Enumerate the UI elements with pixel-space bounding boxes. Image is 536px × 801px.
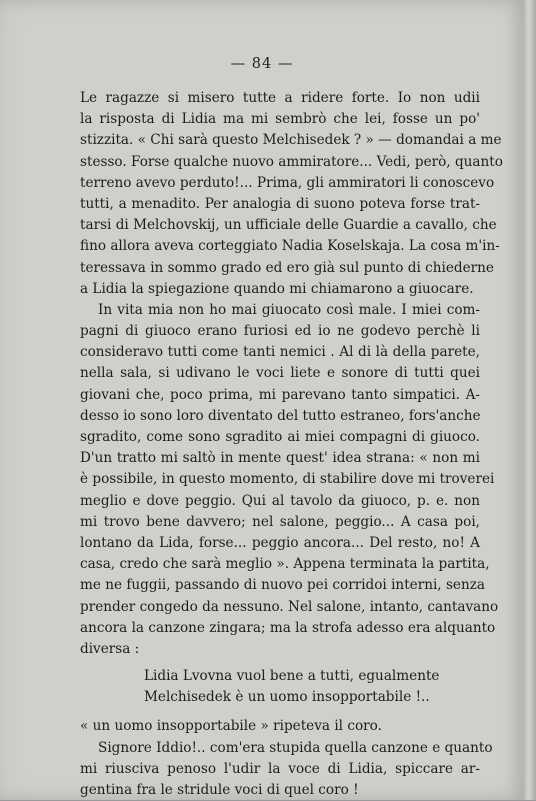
- text-line: mi riusciva penoso l'udir la voce di Lidia, spiccare ar-: [80, 760, 480, 777]
- verse-line: Melchisedek è un uomo insopportabile !..: [144, 689, 430, 706]
- text-line: pagni di giuoco erano furiosi ed io ne godevo perchè li: [80, 323, 480, 340]
- text-line: tarsi di Melchovskij, un ufficiale delle Guardie a cavallo, che: [80, 217, 497, 234]
- paragraph-2: [80, 300, 499, 660]
- text-line: nella sala, si udivano le voci liete e sonore di tutti quei: [80, 365, 480, 382]
- text-line: teressava in sommo grado ed ero già sul punto di chiederne: [80, 259, 494, 276]
- text-line: la risposta di Lidia ma mi sembrò che lei, fosse un po': [80, 111, 480, 128]
- text-line: prender congedo da nessuno. Nel salone, intanto, cantavano: [80, 598, 499, 615]
- text-line: sgradito, come sono sgradito ai miei compagni di giuoco.: [80, 429, 480, 445]
- text-line: desso io sono loro diventato del tutto estraneo, fors'anche: [80, 407, 481, 424]
- text-line: D'un tratto mi saltò in mente quest' idea strana: « non mi: [80, 450, 480, 467]
- text-line: terreno avevo perduto!... Prima, gli ammiratori li conoscevo: [80, 174, 495, 191]
- text-line: consideravo tutti come tanti nemici . Al di là della parete,: [80, 344, 480, 361]
- text-line: Le ragazze si misero tutte a ridere forte. Io non udii: [80, 90, 480, 106]
- text-line: Signore Iddio!.. com'era stupida quella canzone e quanto: [98, 739, 493, 756]
- text-line: me ne fuggii, passando di nuovo pei corridoi interni, senza: [80, 577, 485, 594]
- text-line: gentina fra le stridule voci di quel coro !: [80, 782, 359, 798]
- paragraph-4: [80, 738, 493, 801]
- text-line: casa, credo che sarà meglio ». Appena terminata la partita,: [80, 556, 490, 573]
- song-verse: [80, 666, 480, 708]
- text-line: mi trovo bene davvero; nel salone, peggio... A casa poi,: [80, 513, 480, 530]
- text-line: stizzita. « Chi sarà questo Melchisedek ? » — domandai a me: [80, 132, 502, 149]
- text-line: meglio e dove peggio. Qui al tavolo da giuoco, p. e. non: [80, 492, 480, 509]
- text-line: stesso. Forse qualche nuovo ammiratore... Vedi, però, quanto: [80, 153, 503, 170]
- text-line: ancora la canzone zingara; ma la strofa adesso era alquanto: [80, 619, 496, 636]
- text-line: diversa :: [80, 640, 140, 657]
- paragraph-1: [80, 88, 503, 300]
- text-line: fino allora aveva corteggiato Nadia Koselskaja. La cosa m'in-: [80, 238, 500, 255]
- text-line: « un uomo insopportabile » ripeteva il coro.: [80, 718, 382, 735]
- text-line: tutti, a menadito. Per analogia di suono poteva forse trat-: [80, 195, 480, 212]
- text-line: lontano da Lida, forse... peggio ancora... Del resto, no! A: [80, 534, 480, 551]
- text-line: è possibile, in questo momento, di stabilire dove mi troverei: [80, 471, 495, 488]
- page-edge: [524, 0, 536, 800]
- paragraph-3: [80, 716, 480, 737]
- text-line: a Lidia la spiegazione quando mi chiamarono a giuocare.: [80, 280, 474, 297]
- page-number: — 84 —: [230, 56, 294, 72]
- page-text: [80, 88, 503, 801]
- verse-line: Lidia Lvovna vuol bene a tutti, egualmente: [144, 668, 440, 685]
- text-line: In vita mia non ho mai giuocato così male. I miei com-: [98, 301, 480, 318]
- text-line: giovani che, poco prima, mi parevano tanto simpatici. A-: [80, 386, 480, 403]
